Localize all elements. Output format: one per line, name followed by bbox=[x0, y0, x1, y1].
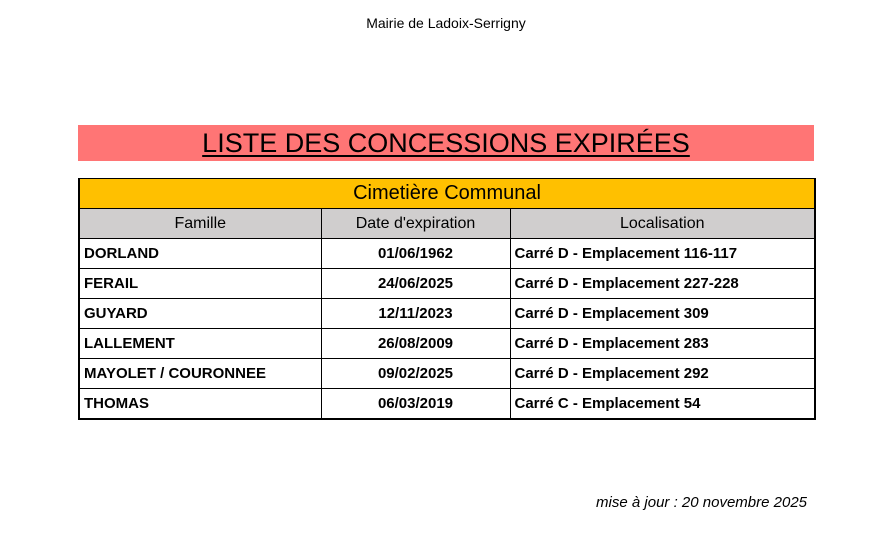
table-row bbox=[79, 269, 815, 299]
table-row bbox=[79, 359, 815, 389]
cemetery-row bbox=[79, 179, 815, 209]
table-row bbox=[79, 389, 815, 419]
mairie-header: Mairie de Ladoix-Serrigny bbox=[366, 15, 526, 31]
cell-famille: THOMAS bbox=[79, 389, 321, 419]
cell-localisation: Carré D - Emplacement 283 bbox=[510, 329, 815, 359]
column-header-localisation: Localisation bbox=[510, 209, 815, 239]
cell-date: 24/06/2025 bbox=[321, 269, 510, 299]
title-banner bbox=[78, 125, 814, 161]
cell-localisation: Carré D - Emplacement 116-117 bbox=[510, 239, 815, 269]
concessions-table bbox=[78, 178, 816, 420]
update-date: mise à jour : 20 novembre 2025 bbox=[596, 494, 807, 511]
table-row bbox=[79, 329, 815, 359]
column-headers bbox=[79, 209, 815, 239]
cell-famille: DORLAND bbox=[79, 239, 321, 269]
cell-famille: LALLEMENT bbox=[79, 329, 321, 359]
cell-date: 09/02/2025 bbox=[321, 359, 510, 389]
cell-date: 26/08/2009 bbox=[321, 329, 510, 359]
cell-famille: FERAIL bbox=[79, 269, 321, 299]
cell-date: 06/03/2019 bbox=[321, 389, 510, 419]
table-row bbox=[79, 239, 815, 269]
page-title: LISTE DES CONCESSIONS EXPIRÉES bbox=[202, 128, 690, 158]
table-row bbox=[79, 299, 815, 329]
cell-famille: MAYOLET / COURONNEE bbox=[79, 359, 321, 389]
column-header-famille: Famille bbox=[79, 209, 321, 239]
cell-localisation: Carré D - Emplacement 292 bbox=[510, 359, 815, 389]
cell-famille: GUYARD bbox=[79, 299, 321, 329]
cell-localisation: Carré D - Emplacement 309 bbox=[510, 299, 815, 329]
cell-localisation: Carré D - Emplacement 227-228 bbox=[510, 269, 815, 299]
cell-localisation: Carré C - Emplacement 54 bbox=[510, 389, 815, 419]
cemetery-name: Cimetière Communal bbox=[79, 179, 815, 209]
cell-date: 12/11/2023 bbox=[321, 299, 510, 329]
cell-date: 01/06/1962 bbox=[321, 239, 510, 269]
column-header-date: Date d'expiration bbox=[321, 209, 510, 239]
